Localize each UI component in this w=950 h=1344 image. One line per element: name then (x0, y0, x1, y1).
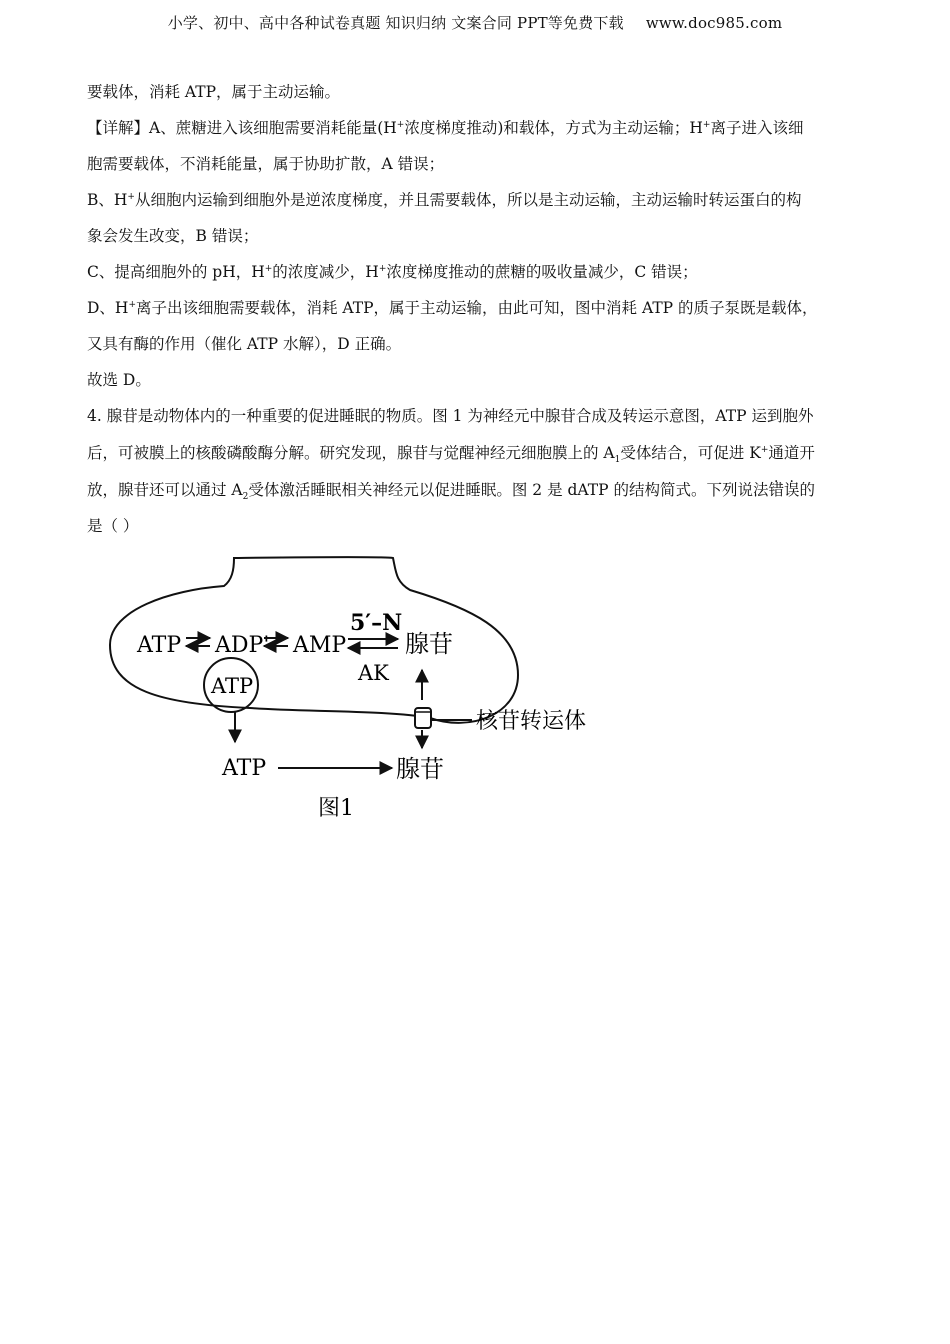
atp-outside-label: ATP (222, 756, 267, 781)
text-line: 要载体，消耗 ATP，属于主动运输。 (87, 83, 341, 101)
figure-1-diagram (100, 550, 620, 830)
atp-adp-arrows (186, 638, 210, 646)
header-text: 小学、初中、高中各种试卷真题 知识归纳 文案合同 PPT等免费下载 (167, 14, 624, 32)
atp-label: ATP (137, 633, 182, 658)
amp-adenosine-arrows (348, 639, 398, 648)
emphasis-dot: 误 (783, 481, 800, 499)
adenosine-label: 腺苷 (405, 630, 453, 658)
question-line: 4. 腺苷是动物体内的一种重要的促进睡眠的物质。图 1 为神经元中腺苷合成及转运示意图，ATP 运到胞外 (87, 407, 814, 425)
text-line: C、提高细胞外的 pH，H+的浓度减少，H+浓度梯度推动的蔗糖的吸收量减少，C 错误； (87, 263, 698, 281)
enzyme-5n-label: 5′–N (350, 610, 403, 636)
question-line: 放，腺苷还可以通过 $A_2$受体激活睡眠相关神经元以促进睡眠。图 2 是 dATP 的结构简式。下列说法错误的 (87, 481, 816, 503)
question-line: 后，可被膜上的核酸磷酸酶分解。研究发现，腺苷与觉醒神经元细胞膜上的 $A_1$受体结合，可促进 K+通道开 (87, 444, 815, 466)
question-line: 是（ ） (87, 517, 139, 535)
header-site: www.doc985.com (645, 14, 783, 32)
atp-vesicle-label: ATP (211, 674, 254, 698)
transporter-label: 核苷转运体 (476, 709, 587, 734)
adenosine-outside-label: 腺苷 (396, 755, 444, 783)
amp-label: AMP (293, 633, 347, 658)
figure-caption: 图1 (318, 796, 354, 821)
enzyme-ak-label: AK (358, 661, 389, 685)
text-line: B、H+从细胞内运输到细胞外是逆浓度梯度，并且需要载体，所以是主动运输，主动运输时转运蛋白的构 (87, 191, 802, 209)
text-line: 胞需要载体，不消耗能量，属于协助扩散，A 错误； (87, 155, 445, 173)
text-line: 【详解】A、蔗糖进入该细胞需要消耗能量(H+浓度梯度推动)和载体，方式为主动运输；H+离子进入该细 (87, 119, 804, 137)
page-header (0, 12, 950, 33)
text-line: 象会发生改变，B 错误； (87, 227, 259, 245)
nucleoside-transporter (415, 708, 431, 728)
text-line: 故选 D。 (87, 371, 151, 389)
text-line: 又具有酶的作用（催化 ATP 水解），D 正确。 (87, 335, 402, 353)
emphasis-dot: 错 (768, 481, 784, 499)
text-line: D、H+离子出该细胞需要载体，消耗 ATP，属于主动运输，由此可知，图中消耗 ATP 的质子泵既是载体， (87, 299, 818, 317)
adp-label: ADP' (215, 633, 270, 658)
